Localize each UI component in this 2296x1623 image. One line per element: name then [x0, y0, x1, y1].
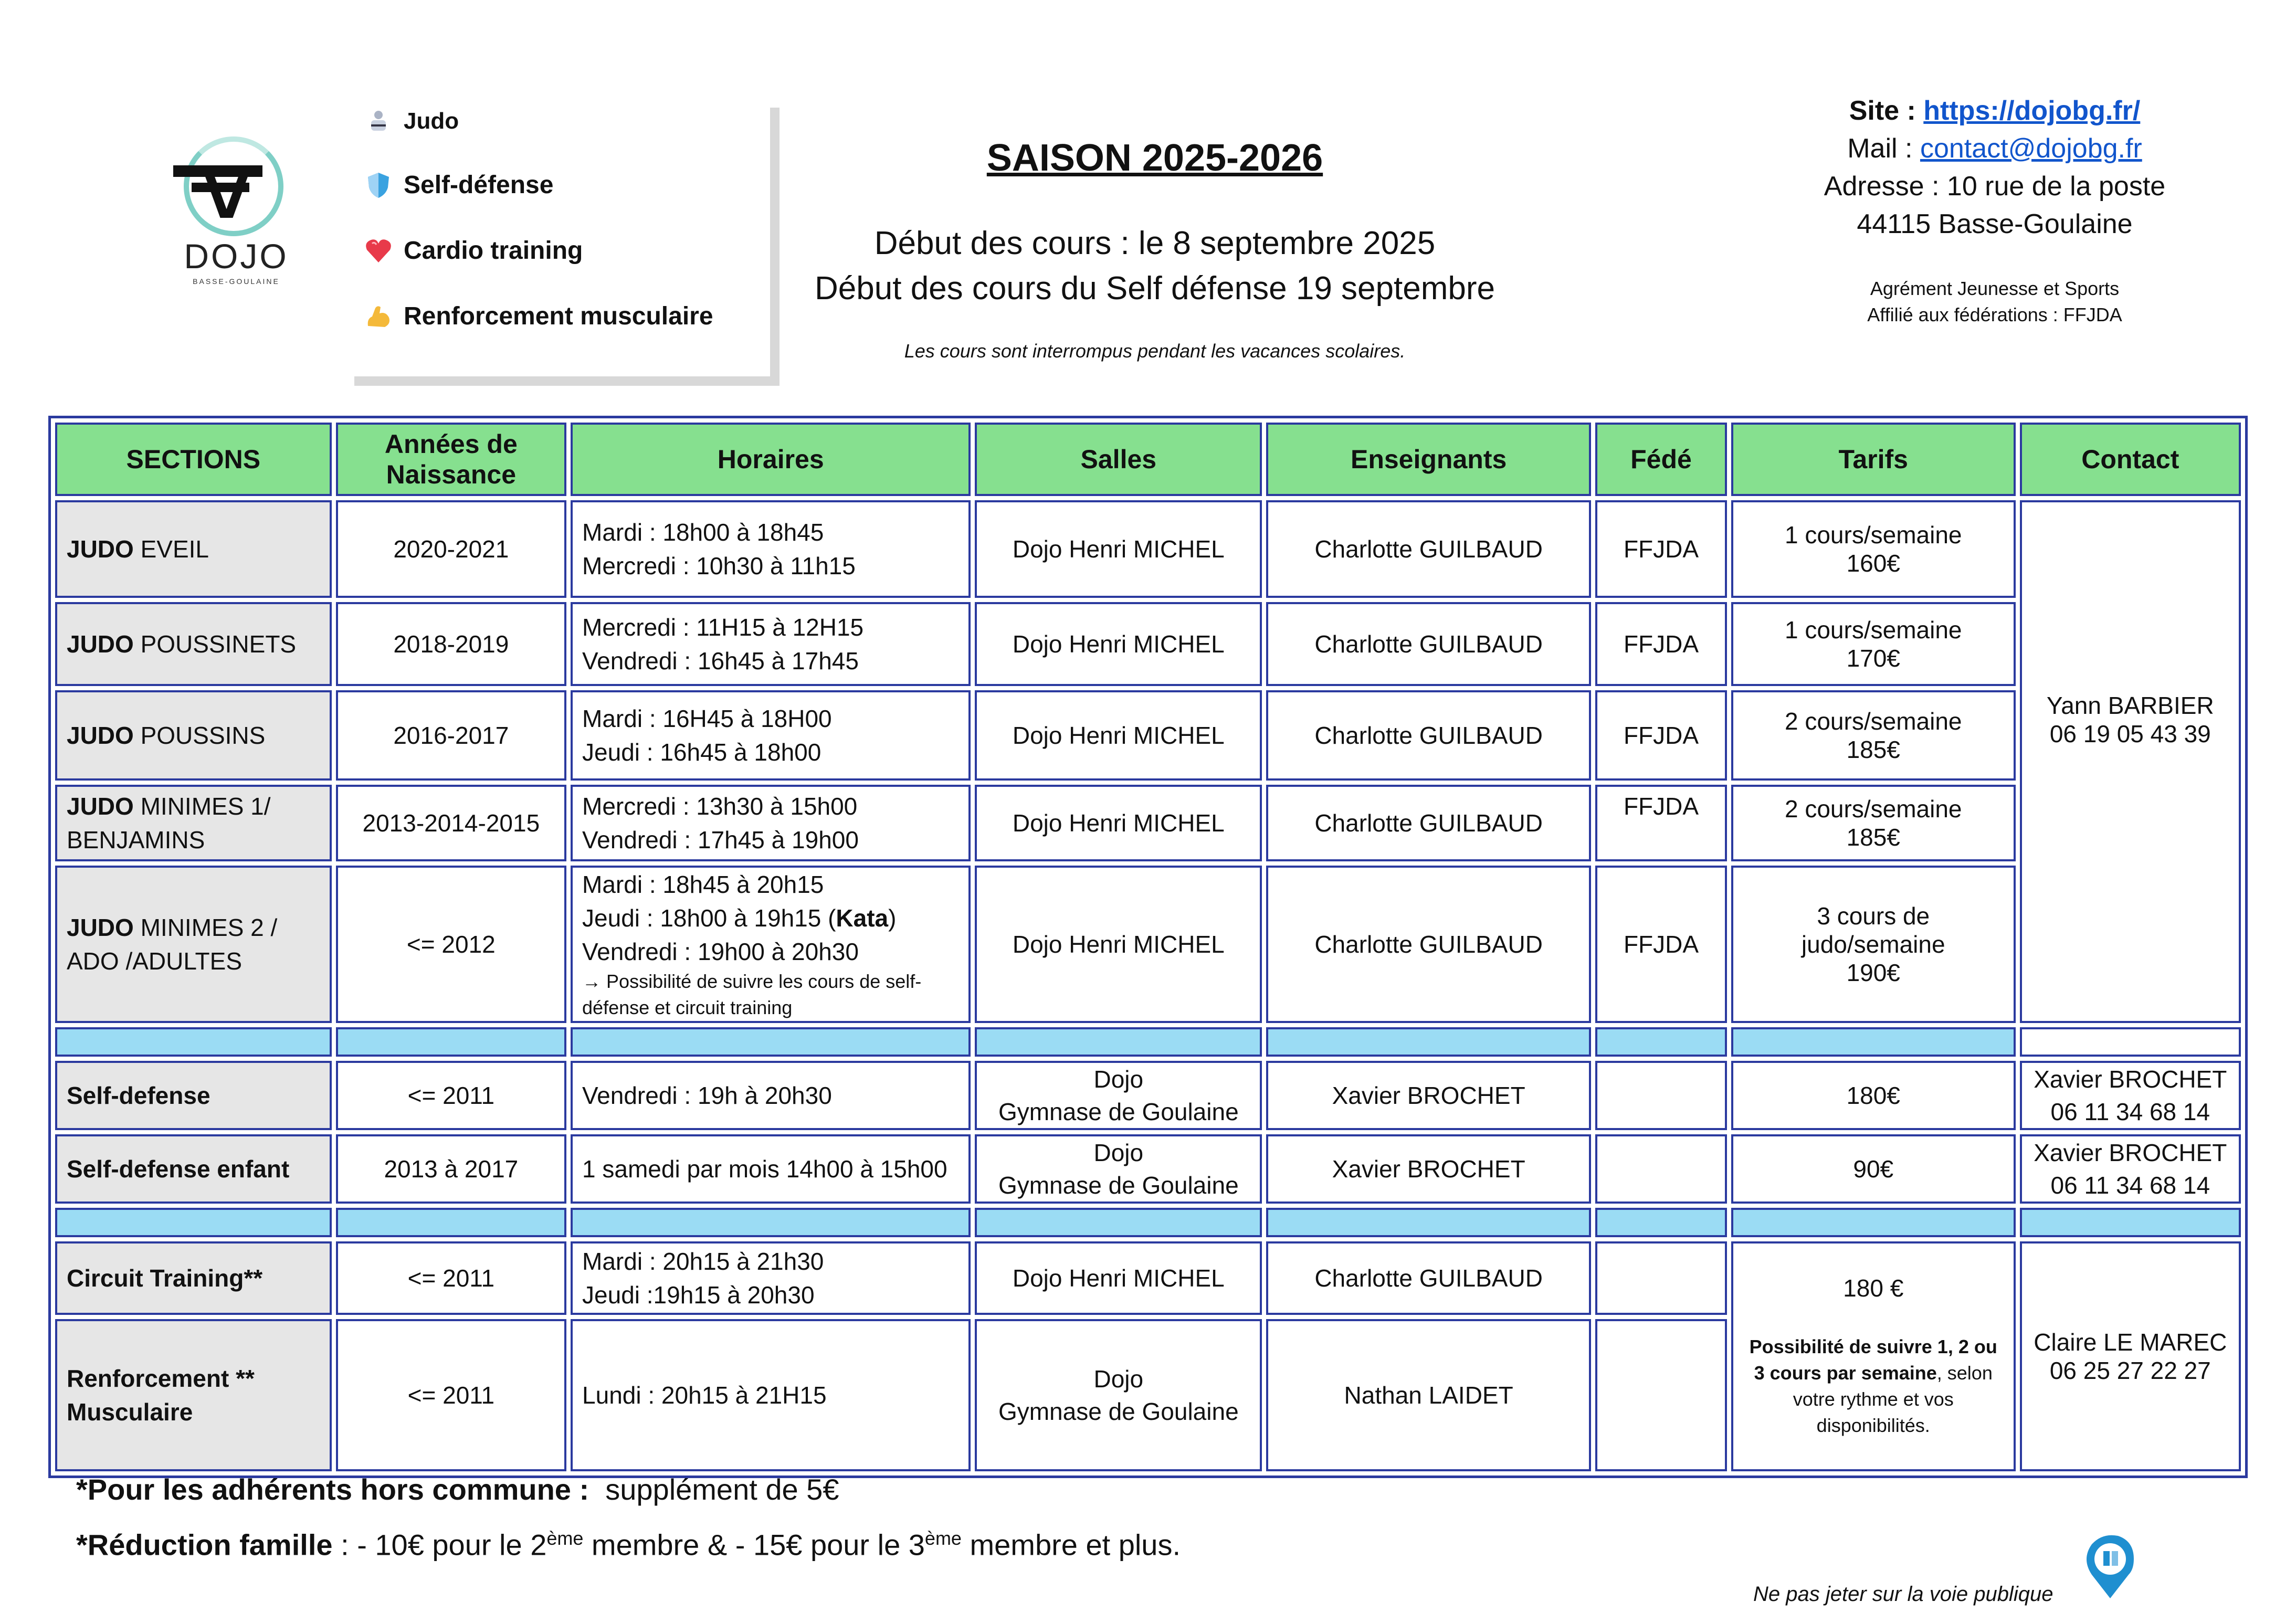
schedule-line: Vendredi : 17h45 à 19h00	[582, 826, 859, 853]
price-line: 2 cours/semaine	[1784, 795, 1962, 823]
years-cell: 2016-2017	[336, 690, 566, 781]
price-amount: 190€	[1846, 959, 1900, 986]
fitness-price-cell	[1731, 1241, 2016, 1471]
separator-cell	[1731, 1208, 2016, 1237]
section-name-line2: Musculaire	[67, 1398, 193, 1426]
contact-name: Yann BARBIER	[2046, 692, 2214, 719]
header-schedule: Horaires	[571, 423, 971, 496]
schedule-cell	[571, 785, 971, 861]
separator-row	[55, 1027, 2241, 1057]
separator-cell	[975, 1208, 1262, 1237]
room-cell	[975, 1319, 1262, 1471]
separator-cell	[2020, 1027, 2241, 1057]
mail-link[interactable]: contact@dojobg.fr	[1920, 133, 2142, 164]
address-line: Adresse : 10 rue de la poste	[1824, 171, 2166, 202]
price-cell: 90€	[1731, 1134, 2016, 1204]
table-header-row	[55, 423, 2241, 496]
ordinal-sup: ème	[924, 1527, 962, 1549]
table-row	[55, 866, 2241, 1023]
section-cell	[55, 1134, 332, 1204]
site-line	[1732, 92, 2257, 130]
teacher-cell: Charlotte GUILBAUD	[1266, 690, 1591, 781]
schedule-table	[48, 416, 2248, 1468]
schedule-line: Mardi : 18h45 à 20h15	[582, 871, 824, 898]
section-bold: JUDO	[67, 722, 134, 749]
separator-cell	[336, 1208, 566, 1237]
contact-name: Claire LE MAREC	[2034, 1329, 2227, 1356]
teacher-cell: Charlotte GUILBAUD	[1266, 602, 1591, 686]
contact-phone: 06 11 34 68 14	[2050, 1098, 2210, 1125]
section-name: EVEIL	[133, 535, 209, 563]
contact-phone: 06 11 34 68 14	[2050, 1172, 2210, 1199]
schedule-line: Mardi : 16H45 à 18H00	[582, 705, 832, 732]
price-amount: 170€	[1846, 645, 1900, 672]
separator-cell	[55, 1208, 332, 1237]
judo-contact-cell	[2020, 500, 2241, 1023]
fitness-note-text: , selon votre rythme et vos disponibilités.	[1793, 1362, 1993, 1436]
teacher-cell: Charlotte GUILBAUD	[1266, 500, 1591, 598]
separator-cell	[571, 1208, 971, 1237]
accreditation	[1732, 276, 2257, 328]
fitness-contact-cell	[2020, 1241, 2241, 1471]
discount-text: : - 10€ pour le 2	[332, 1528, 547, 1562]
separator-cell	[2020, 1208, 2241, 1237]
kata-label: Kata	[836, 904, 889, 932]
section-name: Renforcement **	[67, 1365, 255, 1392]
years-cell: <= 2011	[336, 1061, 566, 1130]
years-cell: 2013-2014-2015	[336, 785, 566, 861]
activity-label: Cardio training	[404, 237, 583, 265]
price-line: 3 cours de	[1817, 902, 1930, 930]
section-cell	[55, 785, 332, 861]
fitness-note-bold: Possibilité de suivre 1, 2 ou 3 cours par semaine	[1749, 1336, 1997, 1384]
header-federation: Fédé	[1595, 423, 1727, 496]
header-prices: Tarifs	[1731, 423, 2016, 496]
separator-cell	[55, 1027, 332, 1057]
activities-box	[354, 108, 780, 386]
room-line: Gymnase de Goulaine	[998, 1172, 1239, 1199]
teacher-cell: Nathan LAIDET	[1266, 1319, 1591, 1471]
schedule-text: Jeudi : 18h00 à 19h15 (	[582, 904, 836, 932]
no-litter-note: Ne pas jeter sur la voie publique	[1753, 1583, 2053, 1606]
federation-cell: FFJDA	[1595, 500, 1727, 598]
contact-phone: 06 25 27 22 27	[2049, 1357, 2211, 1384]
family-discount-note	[76, 1527, 1181, 1562]
teacher-cell: Charlotte GUILBAUD	[1266, 866, 1591, 1023]
table-row	[55, 1061, 2241, 1130]
federation-cell	[1595, 1061, 1727, 1130]
price-cell: 180€	[1731, 1061, 2016, 1130]
table-row	[55, 500, 2241, 598]
room-cell: Dojo Henri MICHEL	[975, 500, 1262, 598]
room-line: Dojo	[1093, 1139, 1144, 1166]
season-title: SAISON 2025-2026	[986, 137, 1323, 179]
schedule-line: Jeudi : 16h45 à 18h00	[582, 739, 821, 766]
price-cell	[1731, 690, 2016, 781]
activity-label: Judo	[404, 108, 459, 134]
activity-judo	[365, 108, 459, 135]
table-row	[55, 690, 2241, 781]
fitness-note	[1743, 1334, 2004, 1439]
price-cell	[1731, 602, 2016, 686]
table-row	[55, 1134, 2241, 1204]
separator-cell	[1266, 1208, 1591, 1237]
contact-name: Xavier BROCHET	[2034, 1139, 2227, 1166]
schedule-cell	[571, 500, 971, 598]
room-line: Dojo	[1093, 1365, 1144, 1393]
teacher-cell: Xavier BROCHET	[1266, 1134, 1591, 1204]
separator-cell	[975, 1027, 1262, 1057]
contact-info	[1732, 92, 2257, 243]
separator-cell	[1266, 1027, 1591, 1057]
years-cell: 2013 à 2017	[336, 1134, 566, 1204]
section-bold: JUDO	[67, 793, 134, 820]
judo-icon	[365, 108, 392, 135]
schedule-line: Mardi : 20h15 à 21h30	[582, 1248, 824, 1275]
schedule-cell	[571, 866, 971, 1023]
price-amount: 185€	[1846, 824, 1900, 851]
teacher-cell: Charlotte GUILBAUD	[1266, 785, 1591, 861]
schedule-line: Mercredi : 10h30 à 11h15	[582, 552, 856, 579]
price-amount: 180 €	[1843, 1274, 1904, 1302]
price-line: 1 cours/semaine	[1784, 521, 1962, 549]
header-rooms: Salles	[975, 423, 1262, 496]
section-name: MINIMES 2 /	[133, 914, 278, 941]
price-cell	[1731, 785, 2016, 861]
federation-cell	[1595, 1319, 1727, 1471]
years-cell: <= 2012	[336, 866, 566, 1023]
federation-cell	[1595, 1241, 1727, 1315]
years-cell: <= 2011	[336, 1241, 566, 1315]
section-cell	[55, 500, 332, 598]
schedule-line: Mercredi : 13h30 à 15h00	[582, 793, 858, 820]
section-cell	[55, 690, 332, 781]
header-contact: Contact	[2020, 423, 2241, 496]
header-sections: SECTIONS	[55, 423, 332, 496]
out-of-town-note	[76, 1472, 839, 1506]
section-name: Circuit Training**	[67, 1264, 263, 1292]
price-line: 1 cours/semaine	[1784, 616, 1962, 644]
schedule-note: → Possibilité de suivre les cours de self-défense et circuit training	[582, 971, 922, 1018]
logo-word: DOJO	[184, 237, 289, 276]
table-row	[55, 1241, 2241, 1315]
room-cell	[975, 1061, 1262, 1130]
teacher-cell: Xavier BROCHET	[1266, 1061, 1591, 1130]
room-cell: Dojo Henri MICHEL	[975, 866, 1262, 1023]
ordinal-sup: ème	[546, 1527, 584, 1549]
room-line: Gymnase de Goulaine	[998, 1098, 1239, 1125]
contact-phone: 06 19 05 43 39	[2049, 720, 2211, 747]
section-bold: JUDO	[67, 630, 134, 658]
logo-belt	[173, 165, 262, 177]
self-defense-start-line: Début des cours du Self défense 19 septembre	[815, 270, 1495, 307]
shield-icon	[365, 172, 392, 199]
section-name: POUSSINS	[133, 722, 266, 749]
years-cell: <= 2011	[336, 1319, 566, 1471]
separator-cell	[571, 1027, 971, 1057]
schedule-cell	[571, 602, 971, 686]
activity-renforcement	[365, 302, 713, 331]
contact-name: Xavier BROCHET	[2034, 1066, 2227, 1093]
holiday-note: Les cours sont interrompus pendant les vacances scolaires.	[904, 340, 1406, 362]
section-cell	[55, 1241, 332, 1315]
section-name: Self-defense enfant	[67, 1155, 290, 1183]
recycle-icon	[2081, 1533, 2139, 1601]
schedule-line: Mercredi : 11H15 à 12H15	[582, 614, 864, 641]
price-cell	[1731, 500, 2016, 598]
federation-cell	[1595, 1134, 1727, 1204]
federation-cell: FFJDA	[1595, 866, 1727, 1023]
section-cell	[55, 1061, 332, 1130]
room-cell: Dojo Henri MICHEL	[975, 785, 1262, 861]
schedule-cell: 1 samedi par mois 14h00 à 15h00	[571, 1134, 971, 1204]
section-name: MINIMES 1/	[133, 793, 271, 820]
table-row	[55, 602, 2241, 686]
logo-subtitle: BASSE-GOULAINE	[193, 277, 280, 286]
contact-cell	[2020, 1134, 2241, 1204]
schedule-cell: Vendredi : 19h à 20h30	[571, 1061, 971, 1130]
family-discount-label: *Réduction famille	[76, 1528, 333, 1562]
flexed-arm-icon	[365, 303, 392, 330]
room-line: Dojo	[1093, 1066, 1144, 1093]
separator-cell	[1595, 1027, 1727, 1057]
room-cell: Dojo Henri MICHEL	[975, 602, 1262, 686]
activity-cardio	[365, 236, 583, 265]
activity-label: Renforcement musculaire	[404, 302, 713, 330]
federation-line: Affilié aux fédérations : FFJDA	[1867, 304, 2122, 325]
out-of-town-label: *Pour les adhérents hors commune :	[76, 1473, 589, 1506]
price-amount: 160€	[1846, 550, 1900, 577]
mail-line	[1732, 130, 2257, 167]
section-cell	[55, 602, 332, 686]
section-name: Self-defense	[67, 1082, 210, 1109]
section-bold: JUDO	[67, 914, 134, 941]
price-line: 2 cours/semaine	[1784, 708, 1962, 735]
accreditation-line: Agrément Jeunesse et Sports	[1870, 278, 2120, 299]
discount-text: membre & - 15€ pour le 3	[583, 1528, 925, 1562]
course-start-line: Début des cours : le 8 septembre 2025	[874, 225, 1436, 261]
schedule-line	[582, 901, 959, 935]
mail-label: Mail :	[1847, 133, 1913, 164]
schedule-line: Vendredi : 16h45 à 17h45	[582, 647, 859, 675]
federation-cell: FFJDA	[1595, 690, 1727, 781]
separator-cell	[336, 1027, 566, 1057]
room-cell: Dojo Henri MICHEL	[975, 690, 1262, 781]
years-cell: 2020-2021	[336, 500, 566, 598]
price-cell	[1731, 866, 2016, 1023]
section-name: POUSSINETS	[133, 630, 297, 658]
years-cell: 2018-2019	[336, 602, 566, 686]
federation-cell: FFJDA	[1595, 602, 1727, 686]
contact-cell	[2020, 1061, 2241, 1130]
address-city: 44115 Basse-Goulaine	[1857, 209, 2133, 239]
room-cell	[975, 1134, 1262, 1204]
section-name-line2: BENJAMINS	[67, 826, 205, 853]
header-birth-years: Années de Naissance	[336, 423, 566, 496]
section-bold: JUDO	[67, 535, 134, 563]
section-name-line2: ADO /ADULTES	[67, 947, 242, 975]
schedule-line: Mardi : 18h00 à 18h45	[582, 519, 824, 546]
room-cell: Dojo Henri MICHEL	[975, 1241, 1262, 1315]
room-line: Gymnase de Goulaine	[998, 1398, 1239, 1425]
site-link[interactable]: https://dojobg.fr/	[1923, 96, 2141, 126]
schedule-cell	[571, 1241, 971, 1315]
activity-self-defense	[365, 171, 553, 199]
price-amount: 185€	[1846, 736, 1900, 763]
discount-text: membre et plus.	[961, 1528, 1181, 1562]
header-teachers: Enseignants	[1266, 423, 1591, 496]
separator-cell	[1595, 1208, 1727, 1237]
site-label: Site :	[1849, 96, 1916, 126]
schedule-cell	[571, 690, 971, 781]
heart-icon	[365, 237, 392, 265]
schedule-line: Jeudi :19h15 à 20h30	[582, 1281, 815, 1309]
teacher-cell: Charlotte GUILBAUD	[1266, 1241, 1591, 1315]
price-line: judo/semaine	[1801, 931, 1945, 958]
out-of-town-text: supplément de 5€	[589, 1473, 839, 1506]
separator-cell	[1731, 1027, 2016, 1057]
separator-row	[55, 1208, 2241, 1237]
schedule-cell: Lundi : 20h15 à 21H15	[571, 1319, 971, 1471]
schedule-text: )	[888, 904, 897, 932]
activity-label: Self-défense	[404, 171, 554, 199]
section-cell	[55, 866, 332, 1023]
schedule-line: Vendredi : 19h00 à 20h30	[582, 938, 859, 965]
section-cell	[55, 1319, 332, 1471]
dojo-logo	[168, 131, 304, 294]
table-row	[55, 785, 2241, 861]
federation-cell: FFJDA	[1595, 785, 1727, 861]
